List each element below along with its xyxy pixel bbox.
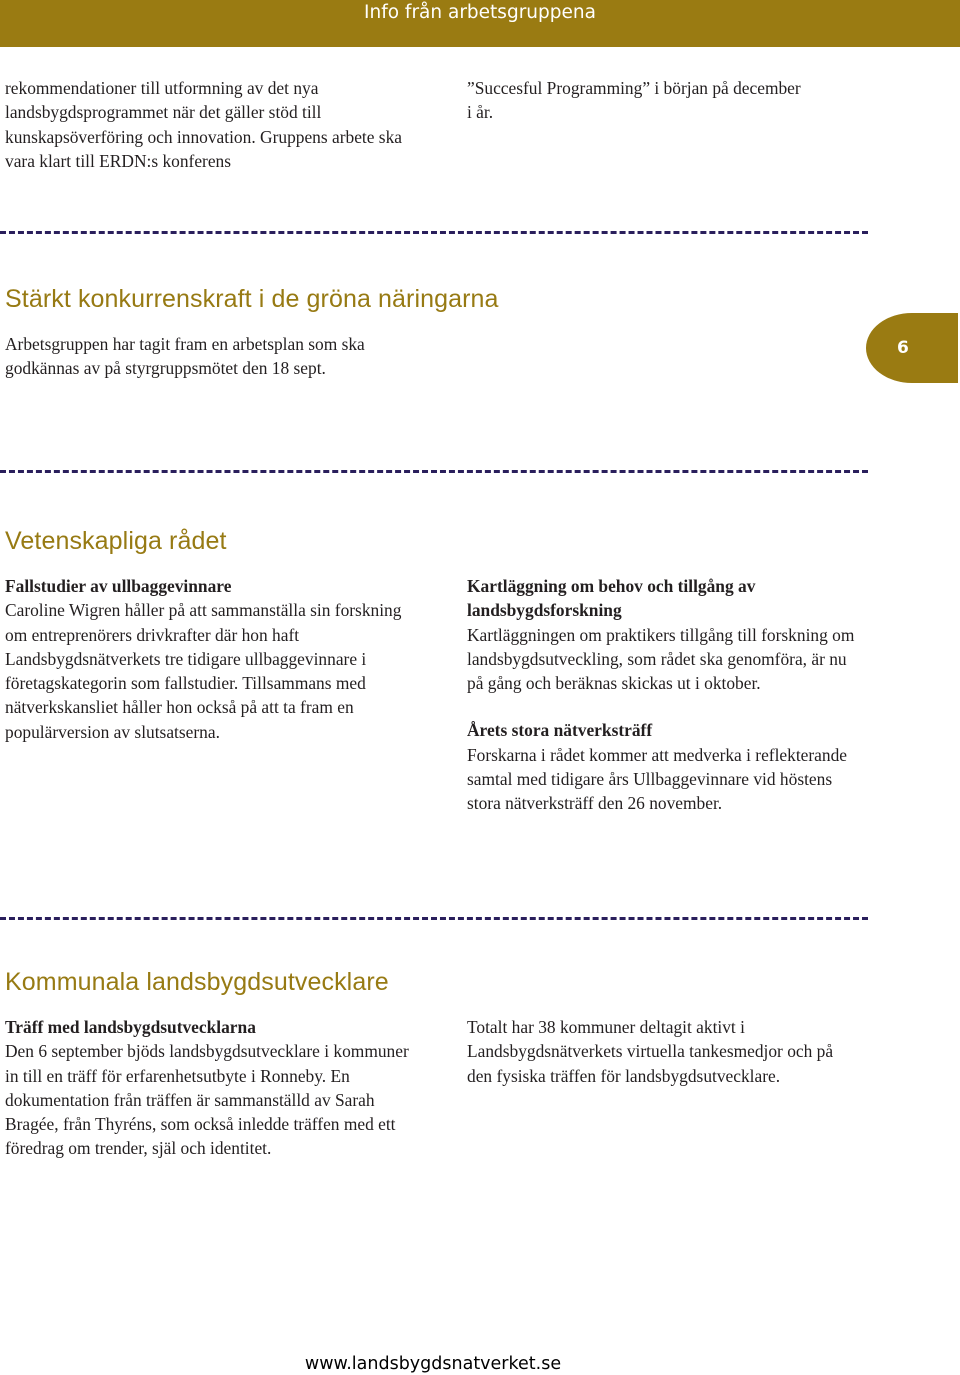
- page-number: 6: [897, 338, 909, 358]
- science-left-body: Caroline Wigren håller på att sammanställa sin forskning om entreprenörers drivkrafter där hon haft Landsbygdsnätverkets tre tidigare ullbaggevinnare i företagskategorin som fallstudier. Tillsammans med nätverkskansliet håller hon också på att ta fram en populärversion av slutsatserna.: [5, 600, 402, 742]
- municipal-right-column: [467, 1015, 857, 1088]
- section-divider-2: [0, 470, 868, 473]
- municipal-left-body: Den 6 september bjöds landsbygdsutvecklare i kommuner in till en träff för erfarenhetsutbyte i Ronneby. En dokumentation från träffen är sammanställd av Sarah Bragée, från Thyréns, som också inledde träffen med ett föredrag om trender, själ och identitet.: [5, 1041, 409, 1159]
- municipal-left-heading: Träff med landsbygdsutvecklarna: [5, 1017, 256, 1037]
- green-body-text: Arbetsgruppen har tagit fram en arbetsplan som ska godkännas av på styrgruppsmötet den 18 sept.: [5, 334, 365, 379]
- science-left-heading: Fallstudier av ullbaggevinnare: [5, 576, 232, 596]
- science-right-body-1: Kartläggningen om praktikers tillgång till forskning om landsbygdsutveckling, som rådet ska genomföra, är nu på gång och beräknas skickas ut i oktober.: [467, 624, 855, 694]
- top-right-text: ”Succesful Programming” i början på december i år.: [467, 78, 801, 123]
- header-title: Info från arbetsgruppena: [364, 2, 596, 23]
- municipal-right-body: Totalt har 38 kommuner deltagit aktivt i Landsbygdsnätverkets virtuella tankesmedjor och på den fysiska träffen för landsbygdsutvecklare.: [467, 1017, 834, 1086]
- municipal-left-column: [5, 1015, 415, 1161]
- science-left-column: [5, 574, 425, 744]
- section-divider-3: [0, 917, 868, 920]
- section-title-municipal: Kommunala landsbygdsutvecklare: [5, 968, 389, 996]
- footer-url[interactable]: www.landsbygdsnatverket.se: [304, 1354, 562, 1374]
- science-right-heading-1: Kartläggning om behov och tillgång av landsbygdsforskning: [467, 576, 756, 621]
- science-right-body-2: Forskarna i rådet kommer att medverka i reflekterande samtal med tidigare års Ullbaggevinnare vid höstens stora nätverksträff den 26 november.: [467, 744, 848, 814]
- top-left-column: [5, 76, 425, 173]
- section-title-science: Vetenskapliga rådet: [5, 527, 227, 555]
- science-right-column: [467, 574, 887, 816]
- page-header: [0, 0, 960, 47]
- section-divider-1: [0, 231, 868, 234]
- top-left-text: rekommendationer till utformning av det nya landsbygdsprogrammet när det gäller stöd till kunskapsöverföring och innovation. Gruppens arbete ska vara klart till ERDN:s konferens: [5, 78, 402, 171]
- section-title-green: Stärkt konkurrenskraft i de gröna näringarna: [5, 285, 499, 313]
- section-green-body: [5, 332, 405, 381]
- page-number-badge: [866, 313, 958, 383]
- top-right-column: [467, 76, 807, 125]
- science-right-heading-2: Årets stora nätverksträff: [467, 720, 653, 741]
